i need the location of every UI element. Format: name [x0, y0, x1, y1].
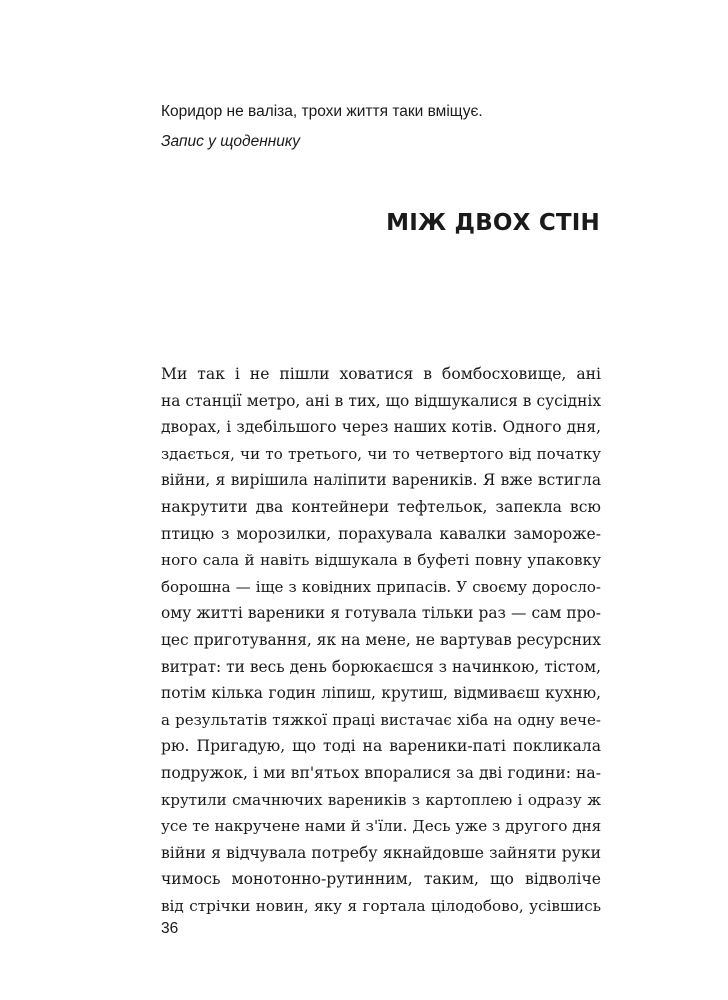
body-line: борошна — іще з ковідних припасів. У своєму доросло-	[161, 577, 601, 596]
body-line: здається, чи то третього, чи то четвертого від початку	[161, 444, 601, 463]
body-line: дворах, і здебільшого через наших котів. Одного дня,	[161, 418, 601, 437]
body-line: а результатів тяжкої праці вистачає хіба на одну вече-	[161, 710, 601, 729]
body-line: рю. Пригадую, що тоді на вареники-паті покликала	[161, 737, 601, 756]
body-line: птицю з морозилки, порахувала кавалки замороже-	[161, 524, 601, 543]
epigraph	[161, 100, 483, 154]
body-line: цес приготування, як на мене, не вартував ресурсних	[161, 630, 601, 649]
page-number: 36	[161, 920, 179, 937]
body-line: від стрічки новин, яку я гортала цілодобово, усівшись	[161, 896, 601, 915]
body-line: крутили смачнючих вареників з картоплею і одразу ж	[161, 790, 601, 809]
body-line: чимось монотонно-рутинним, таким, що відволіче	[161, 870, 601, 889]
body-line: війни, я вирішила наліпити вареників. Я вже встигла	[161, 471, 601, 490]
body-line: усе те накручене нами й з'їли. Десь уже з другого дня	[161, 817, 602, 836]
epigraph-quote: Коридор не валіза, трохи життя таки вміщує.	[161, 103, 483, 120]
body-line: на станції метро, ані в тих, що відшукалися в сусідніх	[161, 391, 601, 410]
body-line: подружок, і ми вп'ятьох впоралися за дві години: на-	[161, 763, 601, 782]
body-line: потім кілька годин ліпиш, крутиш, відмиваєш кухню,	[161, 684, 601, 703]
body-line: Ми так і не пішли ховатися в бомбосховище, ані	[161, 365, 601, 383]
body-line: ного сала й навіть відшукала в буфеті повну упаковку	[161, 551, 601, 570]
body-text	[161, 361, 601, 919]
body-line: витрат: ти весь день борюкаєшся з начинкою, тістом,	[161, 657, 601, 676]
body-line: накрутити два контейнери тефтельок, запекла всю	[161, 497, 601, 516]
body-line: війни я відчувала потребу якнайдовше зайняти руки	[161, 843, 601, 862]
body-line: ому житті вареники я готувала тільки раз — сам про-	[161, 604, 601, 623]
chapter-title: МІЖ ДВОХ СТІН	[386, 210, 600, 236]
epigraph-source: Запис у щоденнику	[161, 133, 300, 150]
